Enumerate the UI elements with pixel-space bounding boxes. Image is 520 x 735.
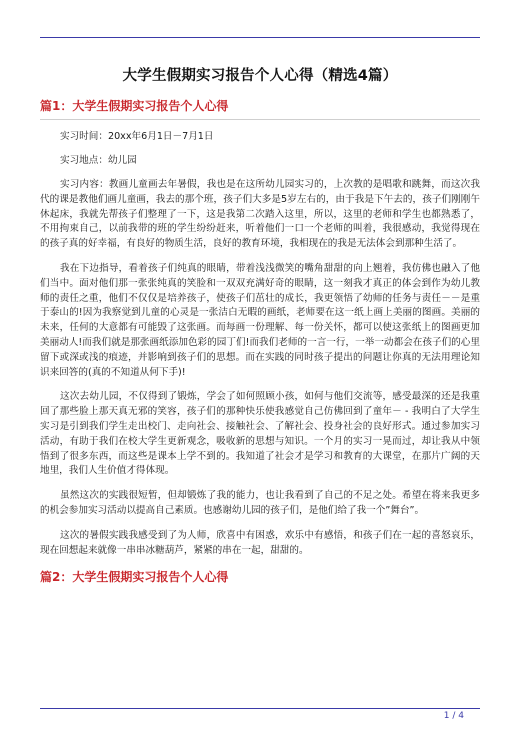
document-title: 大学生假期实习报告个人心得（精选4篇） bbox=[122, 68, 398, 84]
section-2-heading[interactable]: 篇2：大学生假期实习报告个人心得 bbox=[40, 570, 229, 585]
paragraph-4: 虽然这次的实践很短暂，但却锻炼了我的能力，也让我看到了自己的不足之处。希望在将来我更多的机会参加实习活动以提高自己素质。也感谢幼儿园的孩子们，是他们给了我一个”舞台”。 bbox=[40, 490, 480, 516]
internship-time: 实习时间：20xx年6月1日－7月1日 bbox=[60, 131, 214, 142]
section-1-heading[interactable]: 篇1：大学生假期实习报告个人心得 bbox=[40, 99, 229, 113]
paragraph-2: 我在下边指导，看着孩子们纯真的眼睛，带着浅浅微笑的嘴角甜甜的向上翘着，我仿佛也融入了他们当中。面对他们那一张张纯真的笑脸和一双双充满好奇的眼睛，这一刻我才真正的体会到作为幼儿教师的责任之重，他们不仅仅是培养孩子，使孩子们茁壮的成长，我更领悟了幼师的任务与责任－－是重于泰山的!因为我察觉到儿童的心灵是一张洁白无暇的画纸，老师要在这一纸上画上美丽的图画。美丽的未来，任何的大意都有可能毁了这张画。而每画一份理解、每一份关怀，都可以使这张纸上的图画更加美丽动人!而我们就是那张画纸添加色彩的园丁们!而我们老师的一言一行，一举一动都会在孩子们的心里留下或深或浅的痕迹，并影响到孩子们的思想。而在实践的同时孩子提出的问题让你真的无法用理论知识来回答的(真的不知道从何下手)! bbox=[40, 262, 480, 378]
footer-rule bbox=[40, 708, 480, 709]
paragraph-1: 实习内容：教画儿童画去年暑假，我也是在这所幼儿园实习的，上次教的是唱歌和跳舞，而这次我代的课是教他们画儿童画，我去的那个班，孩子们大多是5岁左右的，由于我是下午去的，孩子们刚刚午休起床，我就先帮孩子们整理了一下，这是我第二次踏入这里，所以，这里的老师和学生也都熟悉了，不用拘束自己，以前我带的班的学生纷纷赶来，听着他们一口一个老师的叫着，我很感动，我觉得现在的孩子真的好幸福，有良好的物质生活，良好的教育环境，我相现在的我是无法体会到那种生活了。 bbox=[40, 179, 480, 250]
internship-place: 实习地点：幼儿园 bbox=[60, 155, 137, 166]
document-body bbox=[40, 64, 480, 593]
header-rule bbox=[40, 37, 480, 38]
paragraph-3: 这次去幼儿园，不仅得到了锻炼，学会了如何照顾小孩，如何与他们交流等，感受最深的还是我重回了那些脸上那天真无邪的笑容，孩子们的那种快乐使我感觉自己仿佛回到了童年－ - 我明白了大学生实习是引到我们学生走出校门、走向社会、接触社会、了解社会、投身社会的良好形式。通过参加实习活动，有助于我们在校大学生更新观念，吸收新的思想与知识。一个月的实习一晃而过，却让我从中领悟到了很多东西，而这些是课本上学不到的。我知道了社会才是学习和教育的大课堂，在那片广阔的天地里，我们人生价值才得体现。 bbox=[40, 391, 480, 477]
page-number: 1 / 4 bbox=[443, 711, 464, 721]
paragraph-5: 这次的暑假实践我感受到了为人师，欣喜中有困惑，欢乐中有感悟，和孩子们在一起的喜怒哀乐，现在回想起来就像一串串冰糖葫芦，紧紧的串在一起，甜甜的。 bbox=[40, 529, 480, 556]
section-1-divider bbox=[40, 119, 480, 120]
